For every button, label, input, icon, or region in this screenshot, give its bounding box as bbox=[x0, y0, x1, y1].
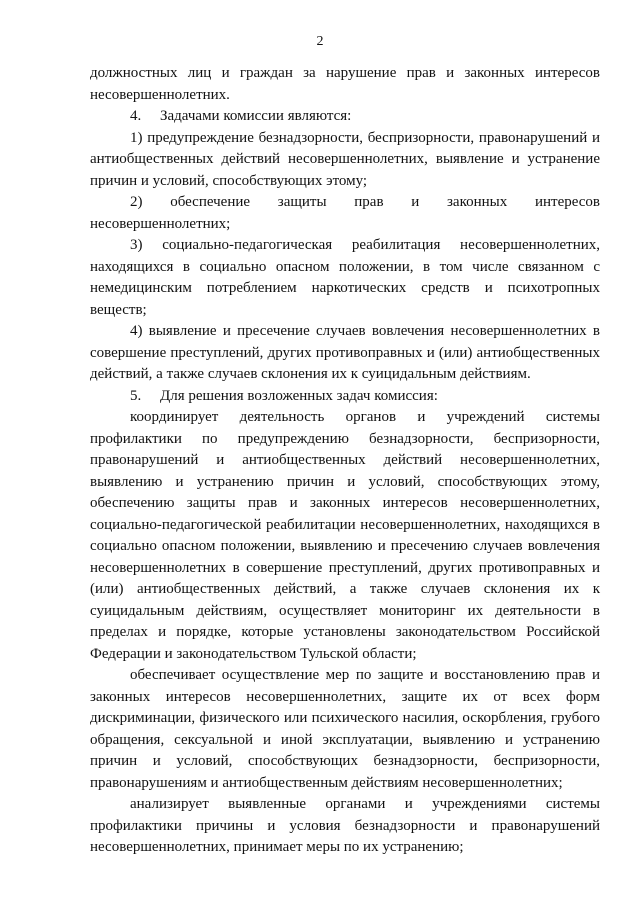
page-number: 2 bbox=[316, 34, 324, 49]
function-item-coordinates: координирует деятельность органов и учреждений системы профилактики по предупреждению безнадзорности, беспризорности, правонарушений и антиобщественных действий несовершеннолетних, выявлению и устранению причин и условий, способствующих этому, обеспечению защиты прав и законных интересов несовершеннолетних, социально-педагогической реабилитации несовершеннолетних, находящихся в социально опасном положении, выявлению и пресечению случаев вовлечения несовершеннолетних в совершение преступлений, других противоправных и (или) антиобщественных действий, а также случаев склонения их к суицидальным действиям, осуществляет мониторинг их деятельности в пределах и порядке, которые установлены законодательством Российской Федерации и законодательством Тульской области; bbox=[90, 409, 600, 662]
section-5-heading bbox=[90, 386, 600, 408]
section-heading-text: Для решения возложенных задач комиссия: bbox=[160, 387, 438, 404]
section-heading-text: Задачами комиссии являются: bbox=[160, 108, 352, 124]
task-item-3: 3) социально-педагогическая реабилитация несовершеннолетних, находящихся в социально опасном положении, в том числе связанном с немедицинским потреблением наркотических средств и психотропных веществ; bbox=[90, 237, 600, 318]
section-number: 4. bbox=[130, 108, 142, 124]
function-item-ensures: обеспечивает осуществление мер по защите и восстановлению прав и законных интересов несовершеннолетних, защите их от всех форм дискриминации, физического или психического насилия, оскорбления, грубого обращения, сексуальной и иной эксплуатации, выявлению и устранению причин и условий, способствующих безнадзорности, беспризорности, правонарушениям и антиобщественным действиям несовершеннолетних; bbox=[90, 667, 600, 791]
section-4-heading bbox=[90, 106, 600, 128]
function-item-analyzes: анализирует выявленные органами и учреждениями системы профилактики причины и условия безнадзорности и правонарушений несовершеннолетних, принимает меры по их устранению; bbox=[90, 796, 600, 855]
section-number: 5. bbox=[130, 387, 142, 404]
task-item-1: 1) предупреждение безнадзорности, беспризорности, правонарушений и антиобщественных действий несовершеннолетних, выявление и устранение причин и условий, способствующих этому; bbox=[90, 129, 600, 189]
paragraph-continuation: должностных лиц и граждан за нарушение прав и законных интересов несовершеннолетних. bbox=[90, 65, 600, 103]
document-body bbox=[90, 63, 600, 859]
task-item-2: 2) обеспечение защиты прав и законных интересов несовершеннолетних; bbox=[90, 194, 600, 232]
task-item-4: 4) выявление и пресечение случаев вовлечения несовершеннолетних в совершение преступлений, других противоправных и (или) антиобщественных действий, а также случаев склонения их к суицидальным действиям. bbox=[90, 323, 600, 382]
